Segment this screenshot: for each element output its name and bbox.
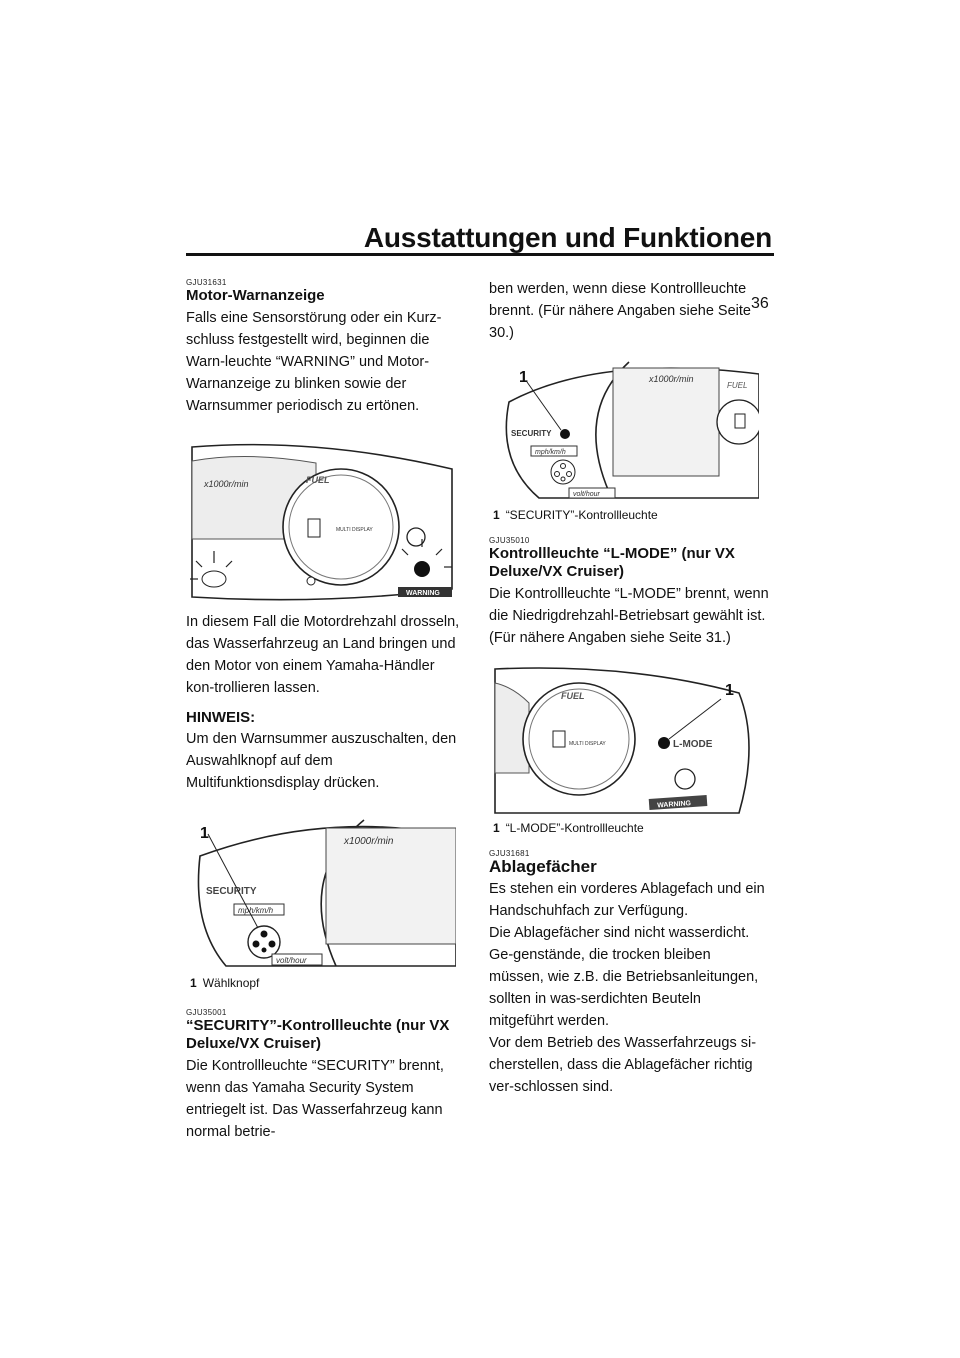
dashboard-illustration (186, 816, 456, 972)
rpm-label: x1000r/min (344, 836, 394, 847)
callout-number: 1 (725, 682, 734, 699)
rpm-label: x1000r/min (204, 479, 249, 489)
volt-label: volt/hour (276, 956, 307, 965)
title-rule (186, 253, 774, 256)
page-title: Ausstattungen und Funktionen (363, 222, 772, 253)
section-heading: “SECURITY”-Kontrollleuchte (nur VX Deluxe/VX Cruiser) (186, 1017, 450, 1052)
paragraph: Es stehen ein vorderes Ablagefach und ein Handschuhfach zur Verfügung. (489, 881, 765, 919)
paragraph: Die Ablagefächer sind nicht wasserdicht. Ge-genstände, die trocken bleiben müssen, wie z.B. die Betriebsanleitungen, sollten in was-serdichten Beuteln mitgeführt werden. (489, 925, 759, 1029)
dashboard-illustration (186, 439, 456, 601)
section-code: GJU31681 (489, 849, 530, 858)
paragraph: In diesem Fall die Motordrehzahl drosseln, das Wasserfahrzeug an Land bringen und den Motor von einem Yamaha-Händler kon-trollieren lassen. (186, 614, 460, 696)
section-code: GJU31631 (186, 278, 227, 287)
speed-unit-label: mph/km/h (535, 449, 566, 456)
figure-selection-knob (186, 816, 456, 972)
section-heading: Motor-Warnanzeige (186, 287, 325, 304)
rpm-label: x1000r/min (649, 374, 694, 384)
section-code: GJU35010 (489, 536, 530, 545)
paragraph: Vor dem Betrieb des Wasserfahrzeugs si-cherstellen, dass die Ablagefächer richtig ver-schlossen sind. (489, 1035, 757, 1095)
figure-caption: 1 “L-MODE”-Kontrollleuchte (493, 821, 644, 835)
fuel-label: FUEL (561, 691, 585, 701)
security-label: SECURITY (206, 886, 257, 897)
hinweis-text: Um den Warnsummer auszuschalten, den Auswahlknopf auf dem Multifunktionsdisplay drücken. (186, 731, 457, 791)
multi-display-label: MULTI DISPLAY (336, 527, 373, 533)
callout-number: 1 (519, 369, 528, 386)
right-column (489, 278, 769, 1098)
paragraph: Die Kontrollleuchte “SECURITY” brennt, wenn das Yamaha Security System entriegelt ist. Das Wasserfahrzeug kann normal betrie- (186, 1058, 444, 1140)
paragraph: ben werden, wenn diese Kontrollleuchte brennt. (Für nähere Angaben siehe Seite 30.) (489, 281, 751, 341)
lmode-label: L-MODE (673, 739, 713, 750)
speed-unit-label: mph/km/h (238, 906, 274, 915)
warning-label: WARNING (656, 800, 692, 810)
section-heading: Ablagefächer (489, 857, 597, 876)
page-number: 36 (751, 295, 769, 312)
figure-engine-warning (186, 439, 456, 601)
warning-label: WARNING (406, 590, 440, 597)
section-heading: Kontrollleuchte “L-MODE” (nur VX Deluxe/VX Cruiser) (489, 545, 735, 580)
dashboard-illustration (489, 352, 759, 504)
volt-label: volt/hour (573, 491, 600, 498)
section-code: GJU35001 (186, 1008, 227, 1017)
paragraph: Falls eine Sensorstörung oder ein Kurz-schluss festgestellt wird, beginnen die Warn-leuchte “WARNING” und Motor-Warnanzeige zu blinken sowie der Warnsummer periodisch zu ertönen. (186, 310, 442, 414)
fuel-label: FUEL (306, 475, 330, 485)
fuel-label: FUEL (727, 381, 748, 390)
figure-security-indicator (489, 352, 759, 504)
paragraph: Die Kontrollleuchte “L-MODE” brennt, wenn die Niedrigdrehzahl-Betriebsart gewählt ist. (Für nähere Angaben siehe Seite 31.) (489, 586, 769, 646)
figure-caption: 1 Wählknopf (190, 976, 260, 990)
left-column (186, 278, 466, 1143)
dashboard-illustration (489, 663, 759, 817)
figure-caption: 1 “SECURITY”-Kontrollleuchte (493, 508, 658, 522)
security-label: SECURITY (511, 429, 552, 438)
callout-number: 1 (200, 825, 209, 842)
hinweis-label: HINWEIS: (186, 709, 256, 726)
figure-lmode-indicator (489, 663, 759, 817)
multi-display-label: MULTI DISPLAY (569, 741, 606, 747)
